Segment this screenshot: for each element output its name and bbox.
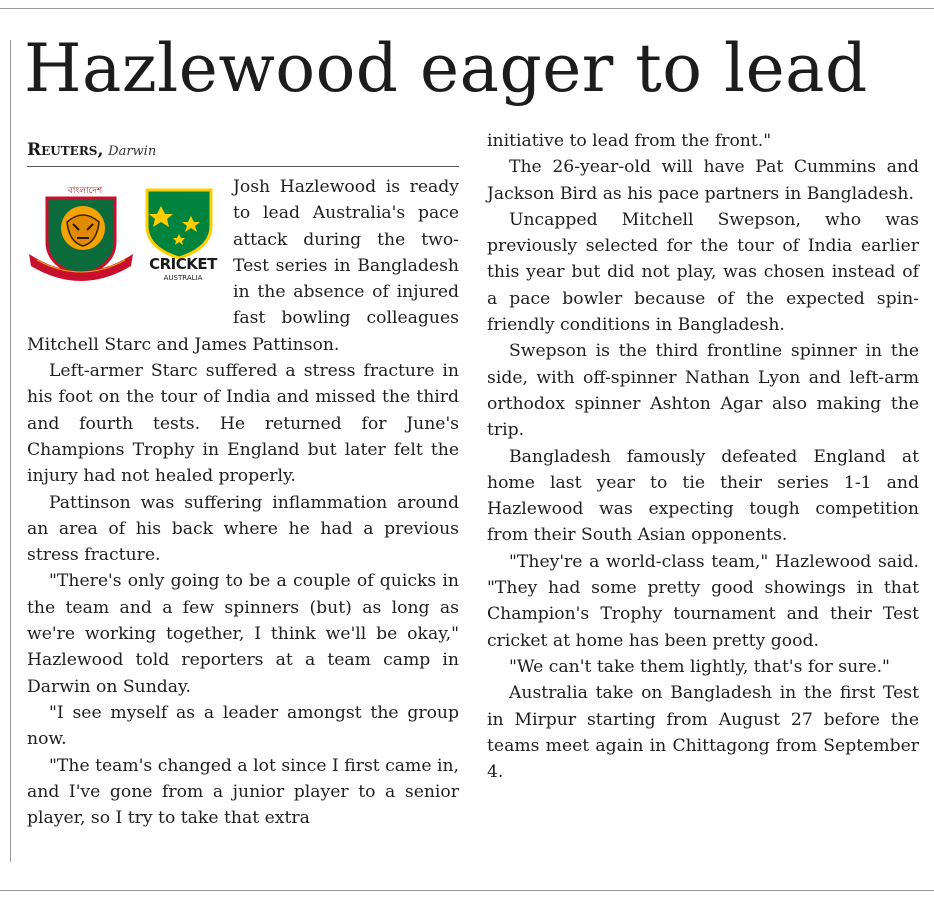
left-paragraph-1: Left-armer Starc suffered a stress fracture in his foot on the tour of India and missed the third and fourth tests. He returned for June's Champions Trophy in England but later felt the injury had not healed properly.: [27, 361, 459, 487]
right-paragraph-3: Swepson is the third frontline spinner in the side, with off-spinner Nathan Lyon and left-arm orthodox spinner Ashton Agar also making the trip.: [487, 341, 919, 441]
bottom-rule: [0, 890, 934, 891]
left-column: [27, 177, 459, 831]
top-rule: [0, 8, 934, 9]
byline-place: Darwin: [108, 144, 157, 159]
right-paragraph-2: Uncapped Mitchell Swepson, who was previously selected for the tour of India earlier this year but did not play, was chosen instead of a pace bowler because of the expected spin-friendly conditions in Bangladesh.: [487, 209, 919, 336]
right-paragraph-1: The 26-year-old will have Pat Cummins and Jackson Bird as his pace partners in Bangladesh.: [487, 157, 919, 204]
left-paragraph-5: "The team's changed a lot since I first came in, and I've gone from a junior player to a senior player, so I try to take that extra: [27, 755, 459, 829]
right-paragraph-4: Bangladesh famously defeated England at home last year to tie their series 1-1 and Hazlewood was expecting tough competition from their South Asian opponents.: [487, 446, 919, 546]
left-paragraph-4: "I see myself as a leader amongst the group now.: [27, 702, 459, 750]
cricket-australia-sub: AUSTRALIA: [163, 274, 203, 282]
byline-agency: Reuters,: [27, 140, 104, 160]
byline: [27, 139, 156, 163]
logos: [27, 180, 223, 314]
right-paragraph-7: Australia take on Bangladesh in the first Test in Mirpur starting from August 27 before the teams meet again in Chittagong from September 4.: [487, 683, 919, 783]
bangladesh-logo-text: বাংলাদেশ: [67, 186, 103, 196]
headline: Hazlewood eager to lead: [24, 30, 868, 107]
right-paragraph-5: "They're a world-class team," Hazlewood said. "They had some pretty good showings in that Champion's Trophy tournament and their Test cricket at home has been pretty good.: [487, 551, 919, 651]
intro-paragraph: Josh Hazlewood is ready to lead Australia's pace attack during the two-Test series in Bangladesh in the absence of injured fast bowling colleagues Mitchell Starc and James Pattinson.: [27, 177, 459, 355]
cricket-australia-word: CRICKET: [149, 255, 217, 273]
right-paragraph-6: "We can't take them lightly, that's for sure.": [509, 656, 890, 677]
byline-rule: [27, 166, 459, 167]
right-continuation: initiative to lead from the front.": [487, 131, 772, 151]
left-column-rule: [10, 40, 11, 862]
left-paragraph-3: "There's only going to be a couple of quicks in the team and a few spinners (but) as long as we're working together, I think we'll be okay," Hazlewood told reporters at a team camp in Darwin on Sunday.: [27, 571, 459, 697]
right-column: [487, 128, 919, 785]
left-paragraph-2: Pattinson was suffering inflammation around an area of his back where he had a previous stress fracture.: [27, 492, 459, 566]
